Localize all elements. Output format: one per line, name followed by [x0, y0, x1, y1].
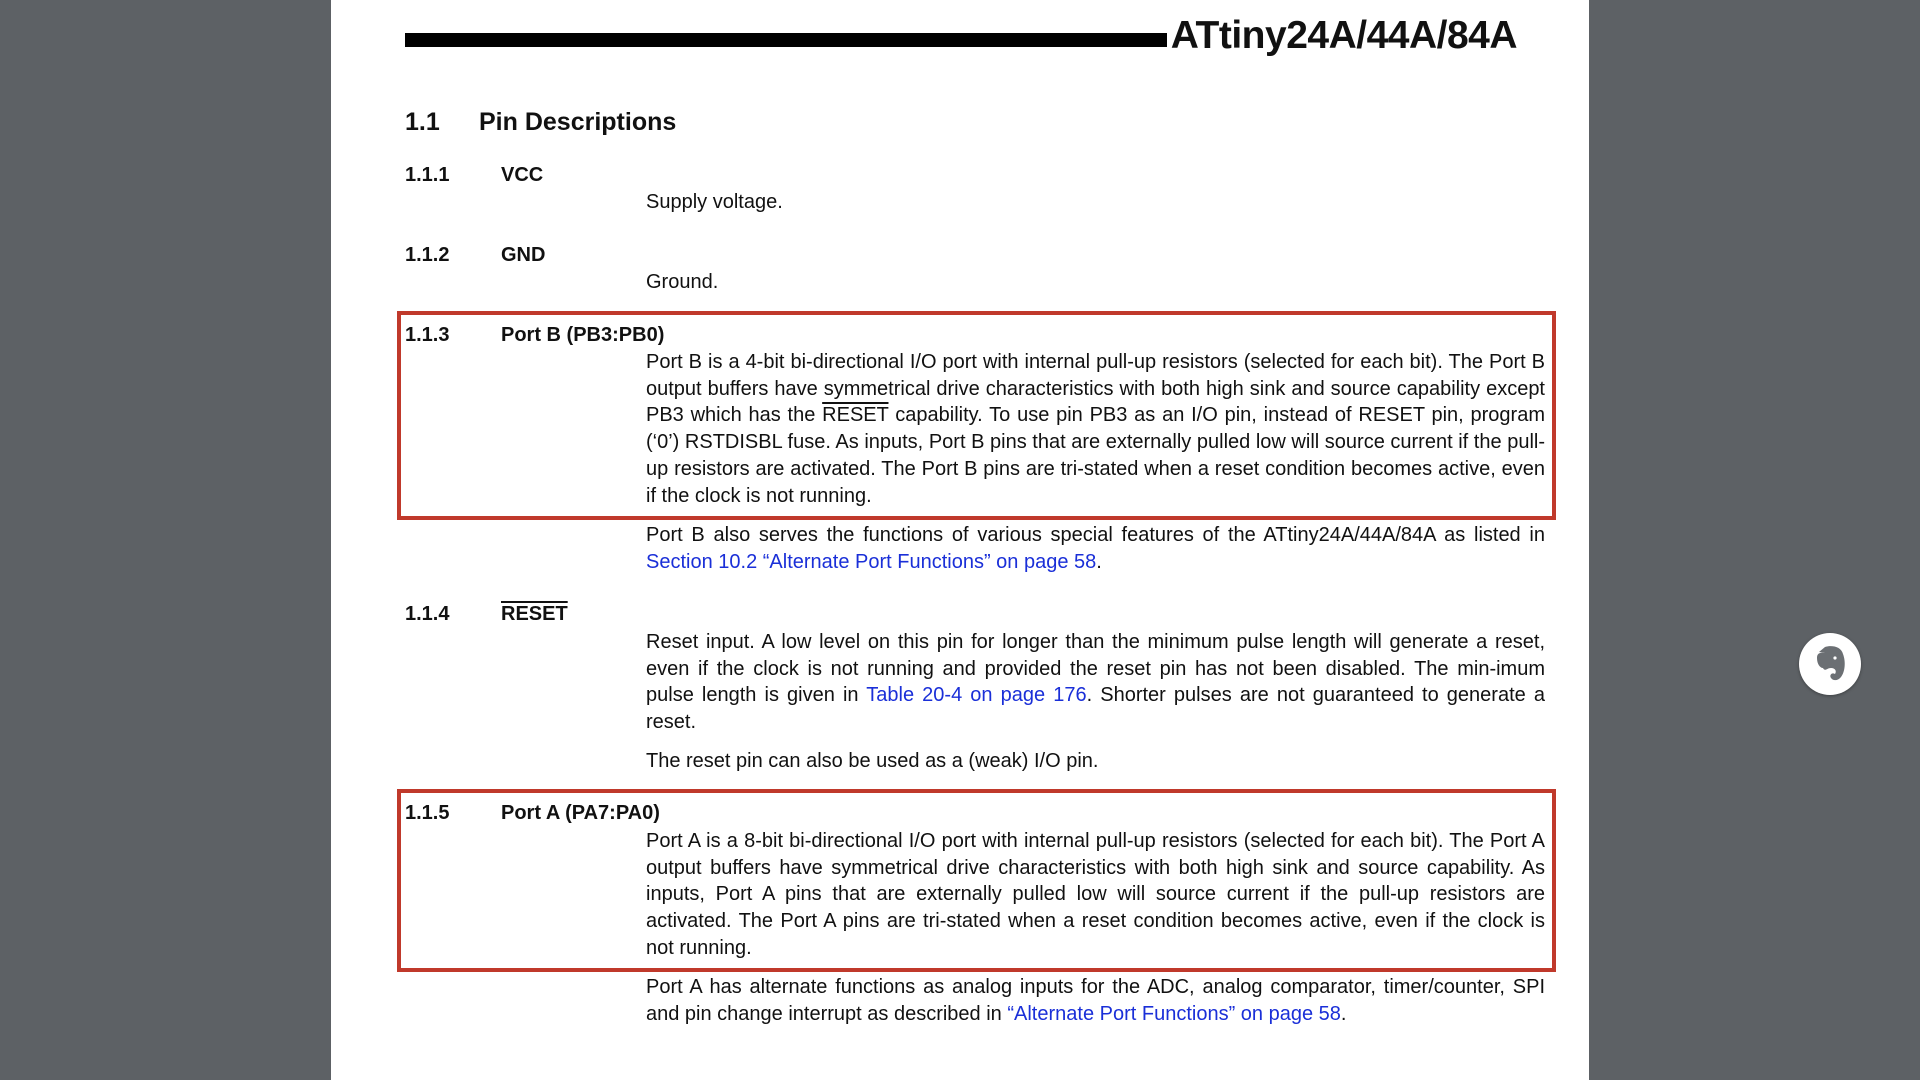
section-number: 1.1.2	[405, 244, 450, 266]
evernote-icon[interactable]	[1799, 633, 1861, 695]
section-number: 1.1.4	[405, 603, 450, 625]
alternate-functions-link[interactable]: “Alternate Port Functions” on page 58	[1007, 1002, 1341, 1025]
section-title: VCC	[501, 164, 544, 186]
elephant-icon	[1811, 644, 1849, 684]
paragraph: Reset input. A low level on this pin for longer than the minimum pulse length will generate a reset, even if the clock is not running and provided the reset pin has not been disabled. The min-imum pulse length is given in Table 20-4 on page 176. Shorter pulses are not guaranteed to generate a reset.	[646, 631, 1545, 734]
section-link[interactable]: Section 10.2 “Alternate Port Functions” on page 58	[646, 550, 1097, 573]
document-page	[331, 0, 1589, 1080]
paragraph: The reset pin can also be used as a (weak) I/O pin.	[646, 750, 1099, 772]
section-number: 1.1.1	[405, 164, 450, 186]
section-title: GND	[501, 244, 546, 266]
paragraph: Port A is a 8-bit bi-directional I/O port with internal pull-up resistors (selected for each bit). The Port A output buffers have symmetrical drive characteristics with both high sink and source capability. As inputs, Port A pins that are externally pulled low will source current if the pull-up resistors are activated. The Port A pins are tri-stated when a reset condition becomes active, even if the clock is not running.	[646, 830, 1545, 959]
paragraph: Supply voltage.	[646, 191, 783, 213]
section-number: 1.1.3	[405, 324, 450, 346]
section-number: 1.1.5	[405, 802, 450, 824]
table-link[interactable]: Table 20-4 on page 176	[866, 684, 1087, 707]
paragraph: Port A has alternate functions as analog inputs for the ADC, analog comparator, timer/counter, SPI and pin change interrupt as described in “Alternate Port Functions” on page 58.	[646, 976, 1545, 1025]
header-rule	[405, 33, 1167, 47]
section-title: Pin Descriptions	[479, 108, 677, 136]
section-title: RESET	[501, 603, 568, 625]
paragraph: Port B also serves the functions of various special features of the ATtiny24A/44A/84A as listed in Section 10.2 “Alternate Port Functions” on page 58.	[646, 524, 1545, 573]
section-title: Port A (PA7:PA0)	[501, 802, 660, 824]
reset-overline-text: RESET	[822, 404, 889, 427]
section-number: 1.1	[405, 108, 440, 136]
section-title: Port B (PB3:PB0)	[501, 324, 665, 346]
paragraph: Ground.	[646, 271, 719, 293]
paragraph: Port B is a 4-bit bi-directional I/O port with internal pull-up resistors (selected for each bit). The Port B output buffers have symmetrical drive characteristics with both high sink and source capability except PB3 which has the RESET capability. To use pin PB3 as an I/O pin, instead of RESET pin, program (‘0’) RSTDISBL fuse. As inputs, Port B pins that are externally pulled low will source current if the pull-up resistors are activated. The Port B pins are tri-stated when a reset condition becomes active, even if the clock is not running.	[646, 351, 1545, 507]
document-title: ATtiny24A/44A/84A	[1170, 14, 1517, 57]
